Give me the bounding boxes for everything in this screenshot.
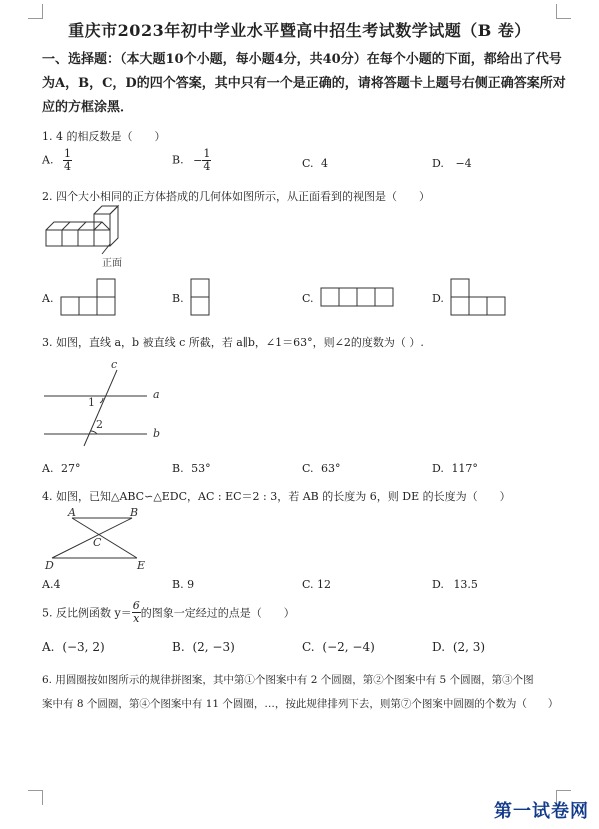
q2-view-d	[450, 278, 506, 316]
q1-option-c: C. 4	[302, 157, 329, 170]
q6-stem-line-1: 6. 用圆圈按如图所示的规律拼图案，其中第①个图案中有 2 个圆圈，第②个图案中有 5 个圆圈，第③个图	[42, 674, 534, 686]
q2-stem: 2. 四个大小相同的正方体搭成的几何体如图所示，从正面看到的视图是（ ）	[42, 190, 430, 203]
q6-stem-line-2: 案中有 8 个圆圈，第④个图案中有 11 个圆圈，…，按此规律排列下去，则第⑦个图案中圆圈的个数为（ ）	[42, 698, 559, 710]
q2-option-b: B.	[172, 292, 184, 305]
line-a-label: a	[153, 388, 160, 401]
point-e-label: E	[137, 559, 146, 572]
point-c-label: C	[93, 536, 102, 549]
corner-mark-bottom-left	[28, 790, 43, 805]
site-watermark: 第一试卷网	[494, 801, 589, 822]
q4-option-a: A.4	[42, 578, 61, 591]
q3-option-a: A. 27°	[42, 462, 81, 475]
q2-view-b	[190, 278, 210, 316]
q5-option-b: B. (2, −3)	[172, 640, 235, 654]
angle-2-label: 2	[96, 418, 103, 431]
q1-option-b: B. − $\frac{1}{4}$	[172, 147, 211, 173]
q2-view-a	[60, 278, 116, 316]
line-c-label: c	[111, 358, 118, 371]
q2-cube-figure	[42, 208, 142, 273]
point-a-label: A	[68, 506, 76, 519]
q4-stem: 4. 如图，已知△ABC∽△EDC，AC : EC＝2 : 3，若 AB 的长度为 6，则 DE 的长度为（ ）	[42, 490, 511, 503]
front-label: 正面	[102, 258, 122, 269]
q1-option-a: A. $\frac{1}{4}$	[42, 147, 71, 173]
fraction: $\frac{6}{x}$	[132, 599, 140, 625]
q2-option-c: C.	[302, 292, 314, 305]
q2-view-c	[320, 287, 394, 307]
q4-option-d: D. 13.5	[432, 578, 478, 591]
q4-option-b: B. 9	[172, 578, 195, 591]
section-heading: 一、选择题：（本大题10个小题，每小题4分，共40分）在每个小题的下面，都给出了代号为A，B，C，D的四个答案，其中只有一个是正确的，请将答题卡上题号右侧正确答案所对应的方框涂黑．	[42, 52, 566, 115]
corner-mark-top-right	[556, 4, 571, 19]
q3-option-d: D. 117°	[432, 462, 478, 475]
q1-option-d: D. −4	[432, 157, 472, 170]
q5-option-d: D. (2, 3)	[432, 640, 486, 654]
fraction: $\frac{1}{4}$	[63, 147, 71, 173]
q1-stem: 1. 4 的相反数是（ ）	[42, 130, 166, 143]
point-d-label: D	[45, 559, 54, 572]
q4-option-c: C. 12	[302, 578, 332, 591]
q3-option-c: C. 63°	[302, 462, 341, 475]
exam-title: 重庆市2023年初中学业水平暨高中招生考试数学试题（B 卷）	[68, 21, 531, 40]
q5-option-a: A. (−3, 2)	[42, 640, 105, 654]
q3-option-b: B. 53°	[172, 462, 211, 475]
q3-parallel-lines-figure	[42, 358, 172, 448]
corner-mark-top-left	[28, 4, 43, 19]
fraction: $\frac{1}{4}$	[203, 147, 211, 173]
line-b-label: b	[153, 427, 161, 440]
point-b-label: B	[130, 506, 139, 519]
q5-option-c: C. (−2, −4)	[302, 640, 375, 654]
q2-option-a: A.	[42, 292, 54, 305]
q2-option-d: D.	[432, 292, 444, 305]
angle-1-label: 1	[88, 396, 95, 409]
q3-stem: 3. 如图，直线 a，b 被直线 c 所截，若 a∥b，∠1＝63°，则∠2的度数为（ ）.	[42, 336, 424, 349]
q5-stem: 5. 反比例函数 y＝ $\frac{6}{x}$ 的图象一定经过的点是（ ）	[42, 599, 295, 625]
q4-similar-triangles-figure	[42, 506, 162, 572]
